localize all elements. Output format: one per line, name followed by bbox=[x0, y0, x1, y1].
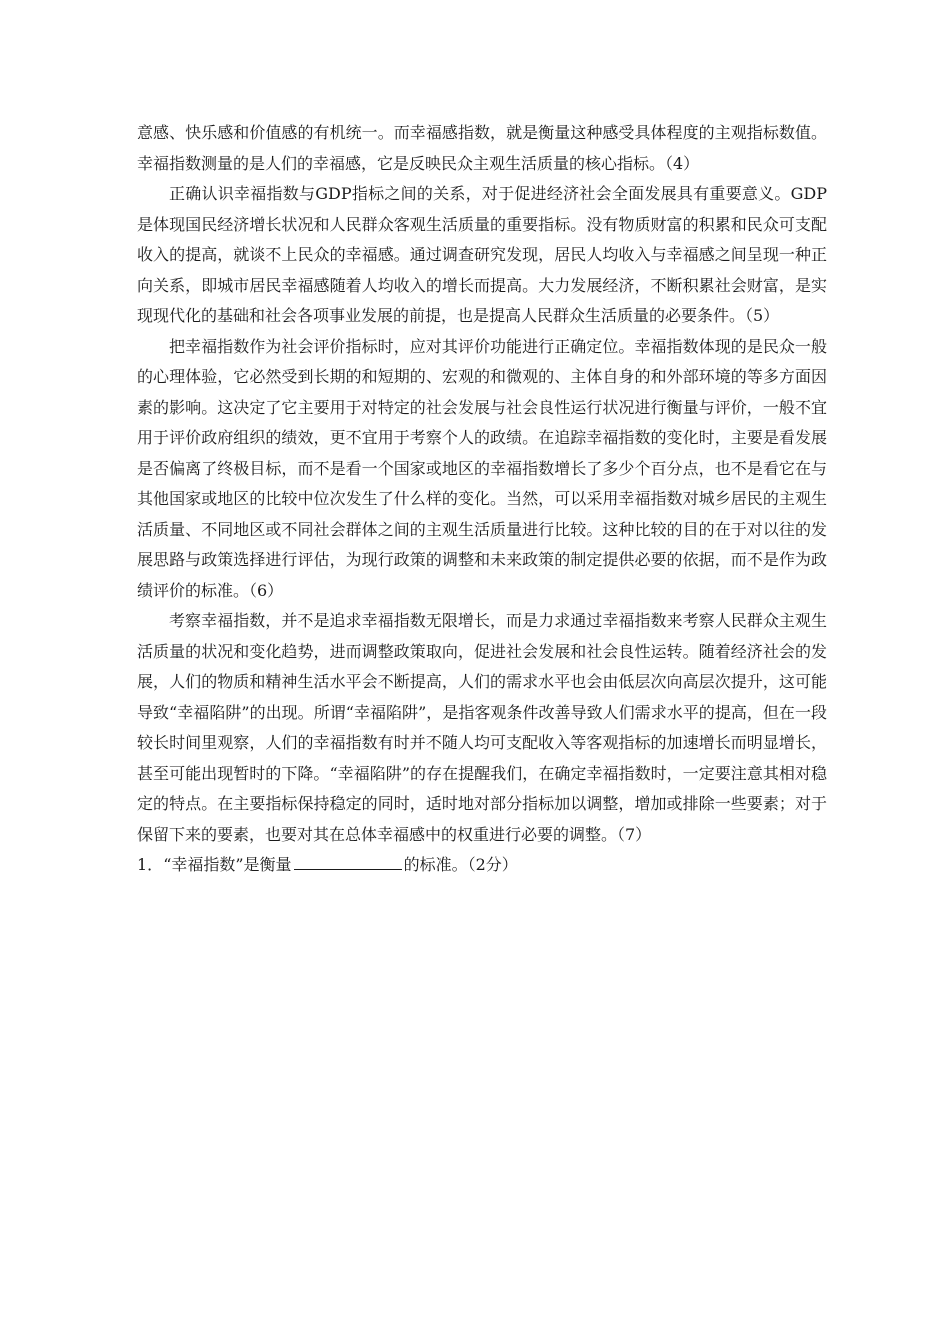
question-number: 1． bbox=[137, 855, 164, 874]
paragraph-6: 把幸福指数作为社会评价指标时，应对其评价功能进行正确定位。幸福指数体现的是民众一般的心理体验，它必然受到长期的和短期的、宏观的和微观的、主体自身的和外部环境的等多方面因素的影响。这决定了它主要用于对特定的社会发展与社会良性运行状况进行衡量与评价，一般不宜用于评价政府组织的绩效，更不宜用于考察个人的政绩。在追踪幸福指数的变化时，主要是看发展是否偏离了终极目标，而不是看一个国家或地区的幸福指数增长了多少个百分点，也不是看它在与其他国家或地区的比较中位次发生了什么样的变化。当然，可以采用幸福指数对城乡居民的主观生活质量、不同地区或不同社会群体之间的主观生活质量进行比较。这种比较的目的在于对以往的发展思路与政策选择进行评估，为现行政策的调整和未来政策的制定提供必要的依据，而不是作为政绩评价的标准。（6） bbox=[137, 336, 827, 600]
answer-blank[interactable] bbox=[294, 853, 402, 870]
document-page bbox=[137, 118, 827, 881]
paragraph-7: 考察幸福指数，并不是追求幸福指数无限增长，而是力求通过幸福指数来考察人民群众主观生活质量的状况和变化趋势，进而调整政策取向，促进社会发展和社会良性运转。随着经济社会的发展，人们的物质和精神生活水平会不断提高，人们的需求水平也会由低层次向高层次提升，这可能导致“幸福陷阱”的出现。所谓“幸福陷阱”，是指客观条件改善导致人们需求水平的提高，但在一段较长时间里观察，人们的幸福指数有时并不随人均可支配收入等客观指标的加速增长而明显增长，甚至可能出现暂时的下降。“幸福陷阱”的存在提醒我们，在确定幸福指数时，一定要注意其相对稳定的特点。在主要指标保持稳定的同时，适时地对部分指标加以调整，增加或排除一些要素；对于保留下来的要素，也要对其在总体幸福感中的权重进行必要的调整。（7） bbox=[137, 611, 827, 844]
question-1 bbox=[137, 850, 827, 881]
paragraph-5: 正确认识幸福指数与GDP指标之间的关系，对于促进经济社会全面发展具有重要意义。GDP是体现国民经济增长状况和人民群众客观生活质量的重要指标。没有物质财富的积累和民众可支配收入的提高，就谈不上民众的幸福感。通过调查研究发现，居民人均收入与幸福感之间呈现一种正向关系，即城市居民幸福感随着人均收入的增长而提高。大力发展经济，不断积累社会财富，是实现现代化的基础和社会各项事业发展的前提，也是提高人民群众生活质量的必要条件。（5） bbox=[137, 184, 827, 325]
question-text-after: 的标准。（2分） bbox=[403, 855, 518, 874]
question-text-before: “幸福指数”是衡量 bbox=[163, 855, 292, 874]
paragraph-4: 意感、快乐感和价值感的有机统一。而幸福感指数，就是衡量这种感受具体程度的主观指标数值。幸福指数测量的是人们的幸福感，它是反映民众主观生活质量的核心指标。（4） bbox=[137, 123, 827, 173]
